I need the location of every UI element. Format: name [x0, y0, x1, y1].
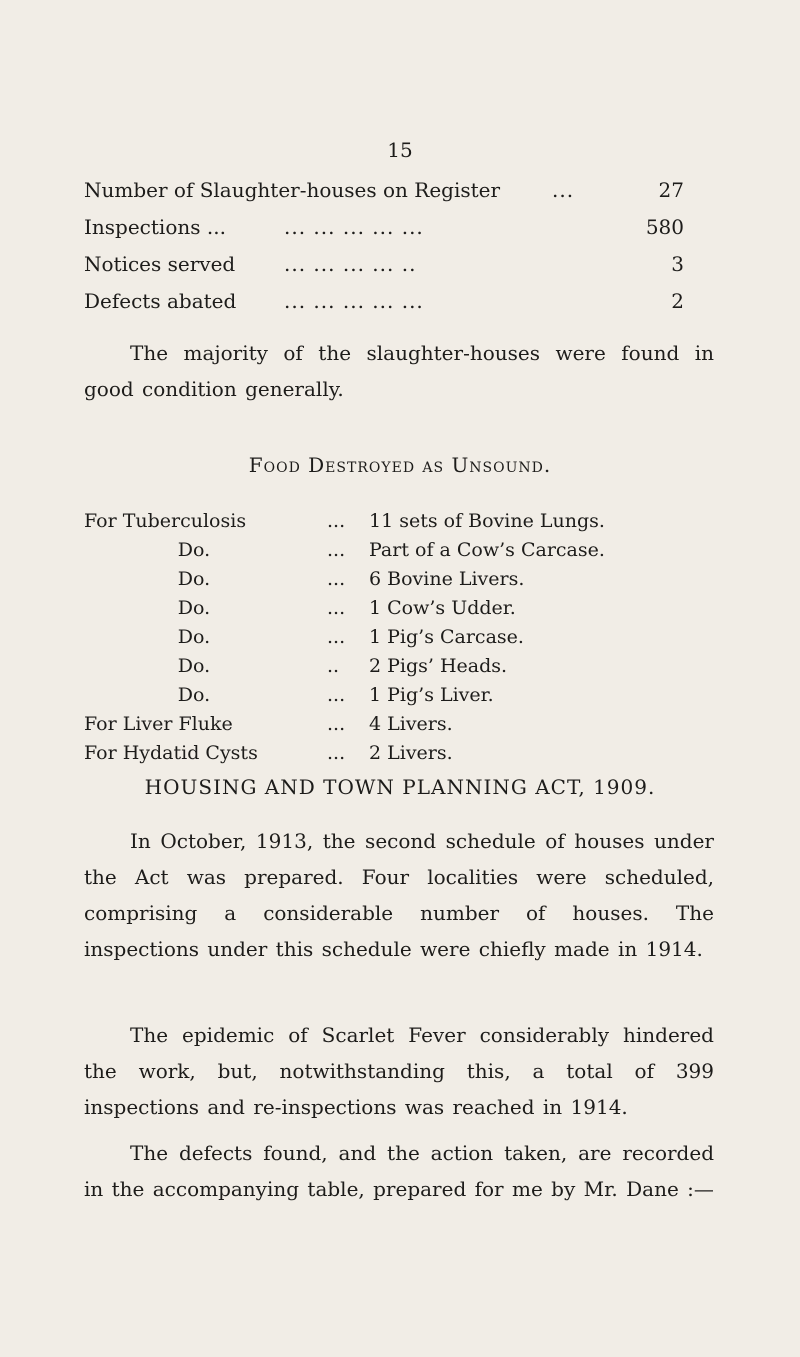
- food-cause: For Liver Fluke: [84, 713, 233, 735]
- food-section-title: Food Destroyed as Unsound.: [248, 453, 552, 477]
- food-cause: Do.: [177, 568, 211, 590]
- food-dots: ...: [327, 626, 346, 648]
- stat-label: Inspections ...: [84, 215, 226, 239]
- stat-value: 580: [645, 215, 684, 239]
- food-item: 1 Cow’s Udder.: [369, 597, 516, 619]
- food-item: 11 sets of Bovine Lungs.: [369, 510, 605, 532]
- food-dots: ...: [327, 742, 346, 764]
- food-dots: ...: [327, 539, 346, 561]
- stat-dots: ... ... ... ... ...: [284, 215, 424, 239]
- stat-value: 27: [658, 178, 684, 202]
- food-cause: Do.: [177, 626, 211, 648]
- food-dots: ...: [327, 568, 346, 590]
- stat-row: [84, 289, 684, 326]
- stat-dots: ... ... ... ... ...: [284, 289, 424, 313]
- food-cause: Do.: [177, 539, 211, 561]
- food-cause: Do.: [177, 597, 211, 619]
- food-row: [84, 539, 684, 568]
- stat-value: 3: [671, 252, 684, 276]
- food-item: 1 Pig’s Liver.: [369, 684, 494, 706]
- food-dots: ...: [327, 684, 346, 706]
- stat-label: Number of Slaughter-houses on Register: [84, 178, 501, 202]
- food-row: [84, 626, 684, 655]
- food-row: [84, 597, 684, 626]
- food-item: 1 Pig’s Carcase.: [369, 626, 524, 648]
- slaughterhouse-stats: [84, 178, 684, 326]
- stat-row: [84, 178, 684, 215]
- stat-row: [84, 252, 684, 289]
- food-dots: ..: [327, 655, 340, 677]
- housing-section-title: HOUSING AND TOWN PLANNING ACT, 1909.: [144, 775, 656, 799]
- food-item: 4 Livers.: [369, 713, 453, 735]
- food-item: 2 Pigs’ Heads.: [369, 655, 508, 677]
- food-destroyed-table: [84, 510, 684, 771]
- food-row: [84, 684, 684, 713]
- food-row: [84, 568, 684, 597]
- housing-paragraph-1: In October, 1913, the second schedule of houses under the Act was prepared. Four localities were scheduled, comprising a considerable number of houses. The inspections under this schedule were chiefly made in 1914.: [84, 829, 714, 961]
- food-cause: For Hydatid Cysts: [84, 742, 258, 764]
- food-cause: Do.: [177, 655, 211, 677]
- food-row: [84, 510, 684, 539]
- stat-value: 2: [671, 289, 684, 313]
- food-cause: Do.: [177, 684, 211, 706]
- slaughterhouse-paragraph: The majority of the slaughter-houses were found in good condition generally.: [84, 341, 714, 401]
- food-row: [84, 655, 684, 684]
- housing-paragraph-2: The epidemic of Scarlet Fever considerably hindered the work, but, notwithstanding this, a total of 399 inspections and re-inspections was reached in 1914.: [84, 1023, 714, 1119]
- food-row: [84, 713, 684, 742]
- food-item: 2 Livers.: [369, 742, 453, 764]
- food-dots: ...: [327, 510, 346, 532]
- page-number: 15: [387, 138, 413, 162]
- food-cause: For Tuberculosis: [84, 510, 247, 532]
- food-dots: ...: [327, 597, 346, 619]
- food-row: [84, 742, 684, 771]
- food-item: Part of a Cow’s Carcase.: [369, 539, 605, 561]
- stat-dots: ... ... ... ... ..: [284, 252, 417, 276]
- stat-row: [84, 215, 684, 252]
- food-item: 6 Bovine Livers.: [369, 568, 525, 590]
- stat-label: Defects abated: [84, 289, 237, 313]
- stat-label: Notices served: [84, 252, 236, 276]
- stat-dots: ...: [552, 178, 575, 202]
- housing-paragraph-3: The defects found, and the action taken, are recorded in the accompanying table, prepared for me by Mr. Dane :—: [84, 1141, 714, 1201]
- food-dots: ...: [327, 713, 346, 735]
